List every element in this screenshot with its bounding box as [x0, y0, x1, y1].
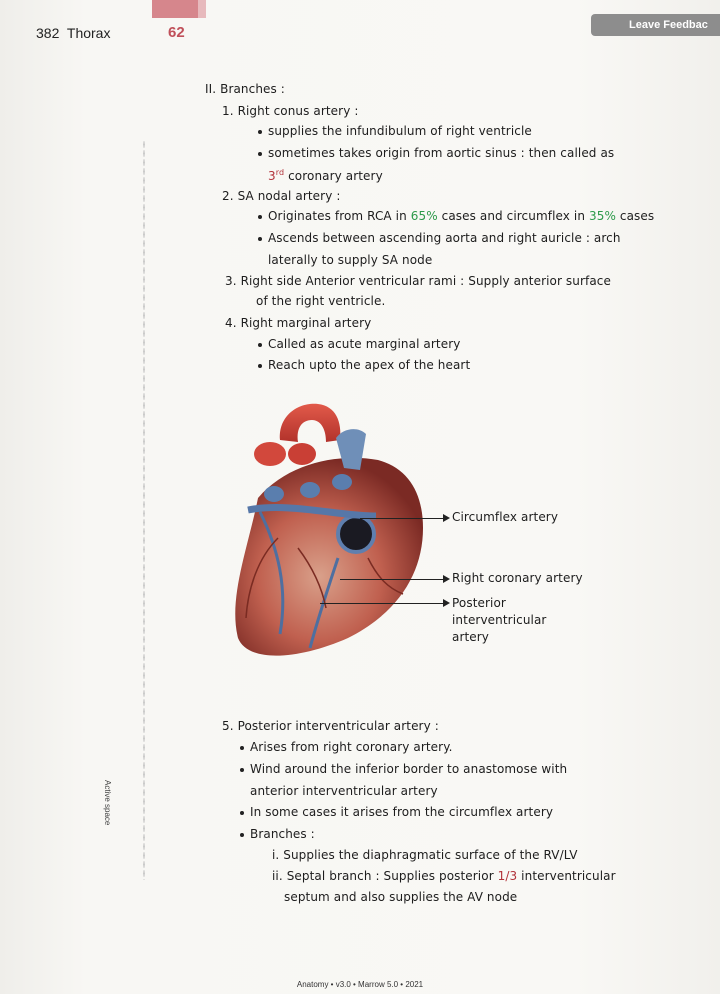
- bullet-icon: [258, 364, 262, 368]
- pulmonary-vein-3: [332, 474, 352, 490]
- bullet-icon: [258, 343, 262, 347]
- arrow-right-icon: [443, 514, 450, 522]
- active-space-label: Active space: [103, 780, 112, 826]
- label-right-coronary-artery: Right coronary artery: [452, 571, 583, 585]
- pulmonary-vein-2: [300, 482, 320, 498]
- label-pia-line3: artery: [452, 630, 490, 644]
- aorta-branch-2: [288, 443, 316, 465]
- branch-5-sub-i: i. Supplies the diaphragmatic surface of the RV/LV: [272, 848, 578, 862]
- chapter-number: 62: [168, 24, 185, 41]
- percent-35: 35%: [588, 209, 616, 223]
- page-footer: Anatomy • v3.0 • Marrow 5.0 • 2021: [296, 980, 424, 989]
- branch-5-point-2: Wind around the inferior border to anastomose with: [250, 762, 568, 776]
- branch-2-point-1: [268, 209, 654, 223]
- running-header: [36, 25, 110, 41]
- branch-2-point-2-cont: laterally to supply SA node: [268, 253, 433, 267]
- bullet-icon: [240, 746, 244, 750]
- sub-ii-text-b: interventricular: [517, 869, 616, 883]
- b2-text-b: cases and circumflex in: [437, 209, 589, 223]
- pointer-line: [360, 518, 444, 519]
- bullet-icon: [258, 130, 262, 134]
- ordinal-text: coronary artery: [284, 169, 383, 183]
- branches-heading: II. Branches :: [205, 82, 285, 96]
- b2-text-c: cases: [615, 209, 655, 223]
- percent-65: 65%: [410, 209, 438, 223]
- header-color-tab-light: [198, 0, 206, 18]
- branch-3-cont: of the right ventricle.: [256, 294, 386, 308]
- book-page-number: 382: [36, 25, 60, 41]
- branch-4-point-1: Called as acute marginal artery: [268, 337, 461, 351]
- branch-1-title: 1. Right conus artery :: [222, 104, 359, 118]
- branch-5-sub-ii: [272, 869, 616, 883]
- branch-3-title: 3. Right side Anterior ventricular rami : Supply anterior surface: [225, 274, 611, 288]
- branch-5-title: 5. Posterior interventricular artery :: [222, 719, 439, 733]
- bullet-icon: [240, 833, 244, 837]
- branch-1-point-1: supplies the infundibulum of right ventricle: [268, 124, 532, 138]
- label-pia-line2: interventricular: [452, 613, 547, 627]
- pulmonary-vein-1: [264, 486, 284, 502]
- heart-illustration: [218, 398, 448, 668]
- aorta-branch-1: [254, 442, 286, 466]
- fraction-one-third: 1/3: [497, 869, 518, 883]
- bullet-icon: [258, 152, 262, 156]
- bullet-icon: [258, 237, 262, 241]
- aortic-arch: [280, 404, 341, 442]
- margin-dotted-line: [143, 140, 145, 880]
- branch-4-point-2: Reach upto the apex of the heart: [268, 358, 471, 372]
- branch-1-point-2-cont: [268, 168, 383, 183]
- branch-5-sub-ii-cont: septum and also supplies the AV node: [284, 890, 518, 904]
- ivc-opening: [338, 516, 374, 552]
- branch-5-point-1: Arises from right coronary artery.: [250, 740, 453, 754]
- arrow-right-icon: [443, 599, 450, 607]
- bullet-icon: [240, 768, 244, 772]
- branch-4-title: 4. Right marginal artery: [225, 316, 372, 330]
- branch-2-point-2: Ascends between ascending aorta and right auricle : arch: [268, 231, 621, 245]
- ordinal-suffix: rd: [275, 168, 285, 177]
- label-circumflex-artery: Circumflex artery: [452, 510, 559, 524]
- b2-text-a: Originates from RCA in: [268, 209, 411, 223]
- header-color-tab: [152, 0, 198, 18]
- branch-5-point-3: In some cases it arises from the circumflex artery: [250, 805, 554, 819]
- bullet-icon: [240, 811, 244, 815]
- label-pia-line1: Posterior: [452, 596, 506, 610]
- branch-5-point-2-cont: anterior interventricular artery: [250, 784, 438, 798]
- arrow-right-icon: [443, 575, 450, 583]
- branch-2-title: 2. SA nodal artery :: [222, 189, 341, 203]
- sub-ii-text-a: ii. Septal branch : Supplies posterior: [272, 869, 498, 883]
- pointer-line: [320, 603, 444, 604]
- leave-feedback-button[interactable]: Leave Feedbac: [591, 14, 720, 36]
- ordinal-number: 3: [268, 169, 276, 183]
- pointer-line: [340, 579, 444, 580]
- branch-1-point-2: sometimes takes origin from aortic sinus : then called as: [268, 146, 615, 160]
- section-title: Thorax: [66, 25, 111, 41]
- branch-5-point-4: Branches :: [250, 827, 315, 841]
- bullet-icon: [258, 215, 262, 219]
